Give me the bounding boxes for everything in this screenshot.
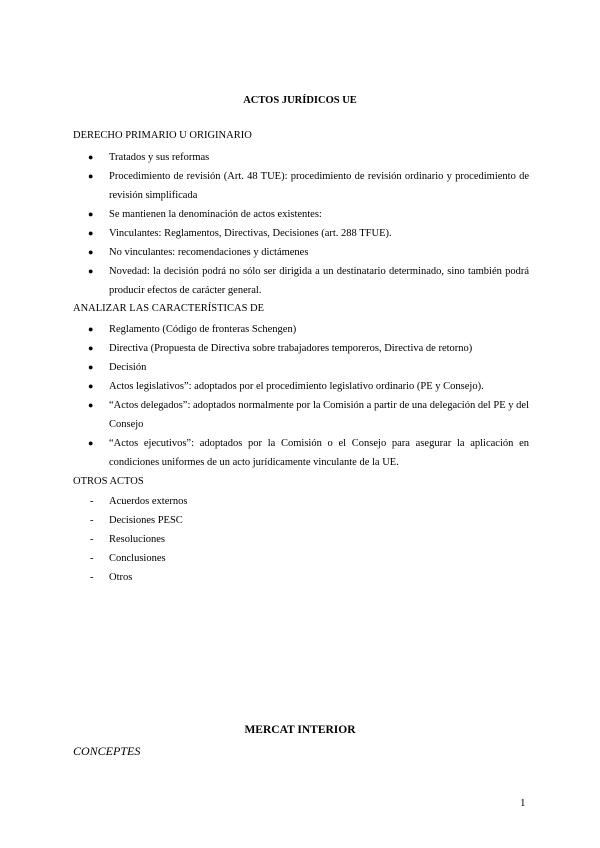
list-item: ● Novedad: la decisión podrá no sólo ser dirigida a un destinatario determinado, sino también podrá producir efectos de carácter general. xyxy=(73,262,529,300)
list-item: - Acuerdos externos xyxy=(73,492,529,511)
list-item: ● No vinculantes: recomendaciones y dictámenes xyxy=(73,243,529,262)
dash-icon: - xyxy=(90,553,94,564)
list-item: - Decisiones PESC xyxy=(73,511,529,530)
dash-list-otros-actos xyxy=(73,492,529,587)
dash-icon: - xyxy=(90,515,94,526)
bullet-icon: ● xyxy=(88,400,94,410)
list-item: ● Tratados y sus reformas xyxy=(73,148,529,167)
bullet-icon: ● xyxy=(88,228,94,238)
dash-icon: - xyxy=(90,496,94,507)
dash-icon: - xyxy=(90,534,94,545)
list-item: ● Vinculantes: Reglamentos, Directivas, Decisiones (art. 288 TFUE). xyxy=(73,224,529,243)
bullet-icon: ● xyxy=(88,152,94,162)
bullet-icon: ● xyxy=(88,247,94,257)
list-item: ● Decisión xyxy=(73,358,529,377)
page-number: 1 xyxy=(520,797,526,809)
document-title: ACTOS JURÍDICOS UE xyxy=(243,95,357,106)
bullet-icon: ● xyxy=(88,362,94,372)
bullet-icon: ● xyxy=(88,324,94,334)
list-item: ● Se mantienen la denominación de actos existentes: xyxy=(73,205,529,224)
list-item: ● “Actos ejecutivos”: adoptados por la Comisión o el Consejo para asegurar la aplicación en condiciones uniformes de un acto jurídicamente vinculante de la UE. xyxy=(73,434,529,472)
section-heading-otros-actos: OTROS ACTOS xyxy=(73,476,144,487)
bullet-icon: ● xyxy=(88,171,94,181)
bullet-icon: ● xyxy=(88,343,94,353)
subheading-conceptes: CONCEPTES xyxy=(73,744,141,758)
list-item: ● Procedimiento de revisión (Art. 48 TUE): procedimiento de revisión ordinario y procedimiento de revisión simplificada xyxy=(73,167,529,205)
dash-icon: - xyxy=(90,572,94,583)
bullet-list-analizar xyxy=(73,320,529,472)
list-item: ● Actos legislativos”: adoptados por el procedimiento legislativo ordinario (PE y Consejo). xyxy=(73,377,529,396)
bullet-icon: ● xyxy=(88,266,94,276)
section-heading-analizar: ANALIZAR LAS CARACTERÍSTICAS DE xyxy=(73,303,265,314)
list-item: ● Reglamento (Código de fronteras Schengen) xyxy=(73,320,529,339)
list-item: ● “Actos delegados”: adoptados normalmente por la Comisión a partir de una delegación del PE y del Consejo xyxy=(73,396,529,434)
list-item: - Otros xyxy=(73,568,529,587)
section-title-mercat-interior: MERCAT INTERIOR xyxy=(244,724,356,736)
list-item: ● Directiva (Propuesta de Directiva sobre trabajadores temporeros, Directiva de retorno) xyxy=(73,339,529,358)
list-item: - Conclusiones xyxy=(73,549,529,568)
section-heading-derecho-primario: DERECHO PRIMARIO U ORIGINARIO xyxy=(73,130,252,141)
bullet-icon: ● xyxy=(88,438,94,448)
bullet-icon: ● xyxy=(88,209,94,219)
bullet-icon: ● xyxy=(88,381,94,391)
bullet-list-derecho-primario xyxy=(73,148,529,300)
list-item: - Resoluciones xyxy=(73,530,529,549)
